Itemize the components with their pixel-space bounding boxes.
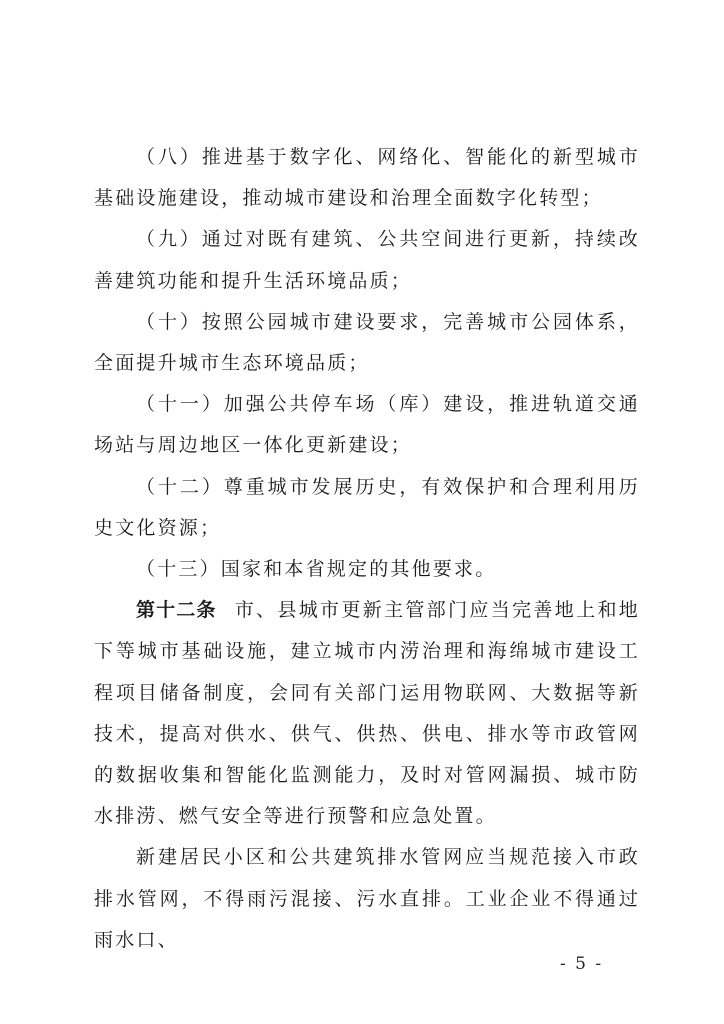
article-12-paragraph: [94, 590, 640, 837]
clause-item-8: （八）推进基于数字化、网络化、智能化的新型城市基础设施建设，推动城市建设和治理全面数字化转型；: [94, 146, 640, 210]
page-number: - 5 -: [560, 954, 604, 974]
clause-item-13: （十三）国家和本省规定的其他要求。: [136, 558, 497, 581]
article-heading: 第十二条: [136, 599, 217, 622]
article-body: 市、县城市更新主管部门应当完善地上和地下等城市基础设施，建立城市内涝治理和海绵城市建设工程项目储备制度，会同有关部门运用物联网、大数据等新技术，提高对供水、供气、供热、供电、排水等市政管网的数据收集和智能化监测能力，及时对管网漏损、城市防水排涝、燃气安全等进行预警和应急处置。: [94, 599, 640, 828]
document-body: [94, 137, 640, 961]
clause-item-11: （十一）加强公共停车场（库）建设，推进轨道交通场站与周边地区一体化更新建设；: [94, 393, 640, 457]
clause-item-9: （九）通过对既有建筑、公共空间进行更新，持续改善建筑功能和提升生活环境品质；: [94, 228, 640, 292]
drainage-paragraph: 新建居民小区和公共建筑排水管网应当规范接入市政排水管网，不得雨污混接、污水直排。工业企业不得通过雨水口、: [94, 846, 640, 951]
clause-item-10: （十）按照公园城市建设要求，完善城市公园体系，全面提升城市生态环境品质；: [94, 310, 640, 375]
clause-item-12: （十二）尊重城市发展历史，有效保护和合理利用历史文化资源；: [94, 475, 640, 539]
